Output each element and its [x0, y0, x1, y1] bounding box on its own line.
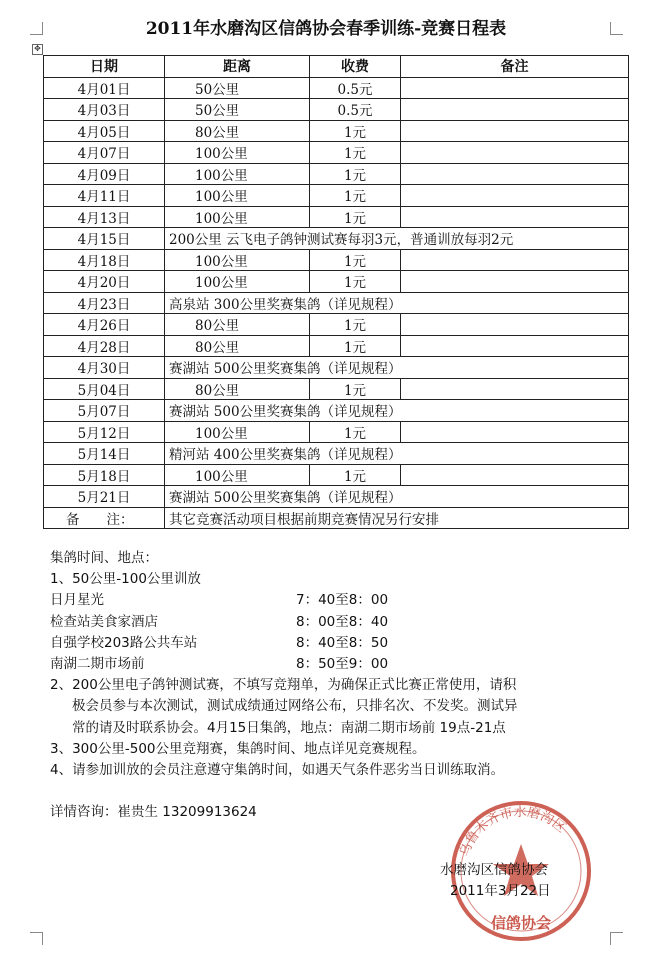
location-list [50, 590, 518, 675]
cell-distance: 100公里 [165, 185, 310, 207]
cell-note [401, 421, 629, 443]
cell-distance: 50公里 [165, 77, 310, 99]
cell-date: 4月15日 [44, 228, 165, 250]
cell-distance: 50公里 [165, 99, 310, 121]
table-row [44, 142, 629, 164]
cell-distance: 100公里 [165, 206, 310, 228]
footer-label: 备 注： [44, 507, 165, 529]
location-item [50, 590, 518, 611]
note-item-3: 3、300公里-500公里竞翔赛，集鸽时间、地点详见竞赛规程。 [50, 740, 426, 757]
table-body [44, 77, 629, 507]
cell-note [401, 249, 629, 271]
cell-fee: 1元 [310, 249, 401, 271]
table-row [44, 486, 629, 508]
cell-date: 4月23日 [44, 292, 165, 314]
table-row [44, 400, 629, 422]
cell-fee: 1元 [310, 335, 401, 357]
location-time: 8：40至8：50 [296, 634, 389, 651]
cell-fee: 0.5元 [310, 77, 401, 99]
signature-block [440, 860, 551, 902]
table-row [44, 443, 629, 465]
footer-text: 其它竞赛活动项目根据前期竞赛情况另行安排 [165, 507, 629, 529]
cell-merged-event: 赛湖站 500公里奖赛集鸽（详见规程） [165, 400, 629, 422]
cell-note [401, 120, 629, 142]
note-item-1: 1、50公里-100公里训放 [50, 571, 201, 588]
seal-bottom-text: 信鸽协会 [490, 914, 552, 932]
cell-fee: 0.5元 [310, 99, 401, 121]
cell-date: 4月01日 [44, 77, 165, 99]
cell-fee: 1元 [310, 271, 401, 293]
table-row [44, 163, 629, 185]
cell-distance: 80公里 [165, 378, 310, 400]
cell-date: 4月03日 [44, 99, 165, 121]
cell-merged-event: 200公里 云飞电子鸽钟测试赛每羽3元，普通训放每羽2元 [165, 228, 629, 250]
cell-note [401, 335, 629, 357]
cell-date: 4月30日 [44, 357, 165, 379]
location-item [50, 612, 518, 633]
cell-date: 4月28日 [44, 335, 165, 357]
cell-note [401, 185, 629, 207]
cell-distance: 100公里 [165, 271, 310, 293]
cell-fee: 1元 [310, 120, 401, 142]
table-row [44, 357, 629, 379]
note-item-2-line-2: 极会员参与本次测试，测试成绩通过网络公布，只排名次、不发奖。测试异 [72, 698, 518, 715]
cell-date: 4月13日 [44, 206, 165, 228]
cell-date: 5月12日 [44, 421, 165, 443]
table-row [44, 249, 629, 271]
signature-org: 水磨沟区信鸽协会 [440, 862, 548, 878]
location-place: 日月星光 [50, 592, 104, 609]
cell-date: 5月21日 [44, 486, 165, 508]
table-footer-row [44, 507, 629, 529]
notes-heading: 集鸽时间、地点： [50, 550, 158, 566]
cell-date: 5月04日 [44, 378, 165, 400]
crop-mark-icon [610, 22, 623, 35]
cell-date: 5月14日 [44, 443, 165, 465]
cell-note [401, 163, 629, 185]
location-time: 8：00至8：40 [296, 613, 389, 630]
cell-date: 4月07日 [44, 142, 165, 164]
cell-distance: 100公里 [165, 163, 310, 185]
cell-distance: 80公里 [165, 335, 310, 357]
cell-fee: 1元 [310, 142, 401, 164]
cell-fee: 1元 [310, 185, 401, 207]
cell-date: 4月26日 [44, 314, 165, 336]
cell-date: 4月09日 [44, 163, 165, 185]
cell-date: 4月18日 [44, 249, 165, 271]
cell-distance: 100公里 [165, 421, 310, 443]
note-item-4: 4、请参加训放的会员注意遵守集鸽时间，如遇天气条件恶劣当日训练取消。 [50, 762, 505, 779]
table-row [44, 228, 629, 250]
table-row [44, 120, 629, 142]
cell-date: 4月05日 [44, 120, 165, 142]
contact-line: 详情咨询：崔贵生 13209913624 [50, 804, 257, 821]
cell-date: 5月07日 [44, 400, 165, 422]
cell-note [401, 142, 629, 164]
schedule-table [43, 55, 629, 529]
table-row [44, 185, 629, 207]
crop-mark-icon [30, 932, 43, 945]
seal-top-text: 乌鲁木齐市水磨沟区 [457, 804, 569, 859]
table-header-row [44, 56, 629, 78]
cell-note [401, 464, 629, 486]
signature-date: 2011年3月22日 [450, 883, 551, 899]
cell-note [401, 206, 629, 228]
notes-section [50, 548, 518, 823]
cell-note [401, 378, 629, 400]
table-row [44, 206, 629, 228]
cell-distance: 80公里 [165, 314, 310, 336]
cell-merged-event: 赛湖站 500公里奖赛集鸽（详见规程） [165, 486, 629, 508]
cell-distance: 100公里 [165, 142, 310, 164]
cell-date: 5月18日 [44, 464, 165, 486]
cell-distance: 100公里 [165, 249, 310, 271]
location-place: 自强学校203路公共车站 [50, 634, 198, 651]
table-row [44, 99, 629, 121]
location-item [50, 633, 518, 654]
table-move-handle-icon[interactable]: ✥ [32, 44, 43, 55]
cell-note [401, 99, 629, 121]
cell-fee: 1元 [310, 421, 401, 443]
cell-date: 4月11日 [44, 185, 165, 207]
cell-merged-event: 赛湖站 500公里奖赛集鸽（详见规程） [165, 357, 629, 379]
cell-distance: 100公里 [165, 464, 310, 486]
cell-fee: 1元 [310, 206, 401, 228]
crop-mark-icon [610, 932, 623, 945]
cell-distance: 80公里 [165, 120, 310, 142]
table-row [44, 464, 629, 486]
location-time: 8：50至9：00 [296, 656, 389, 673]
table-row [44, 77, 629, 99]
cell-note [401, 271, 629, 293]
cell-merged-event: 精河站 400公里奖赛集鸽（详见规程） [165, 443, 629, 465]
location-item [50, 654, 518, 675]
table-row [44, 271, 629, 293]
cell-fee: 1元 [310, 464, 401, 486]
cell-fee: 1元 [310, 378, 401, 400]
table-row [44, 335, 629, 357]
table-row [44, 292, 629, 314]
header-date: 日期 [44, 56, 165, 78]
cell-fee: 1元 [310, 314, 401, 336]
location-place: 检查站美食家酒店 [50, 613, 158, 630]
table-row [44, 314, 629, 336]
crop-mark-icon [30, 22, 43, 35]
page-title: 2011年水磨沟区信鸽协会春季训练-竞赛日程表 [145, 19, 507, 39]
header-fee: 收费 [310, 56, 401, 78]
cell-date: 4月20日 [44, 271, 165, 293]
cell-note [401, 314, 629, 336]
cell-fee: 1元 [310, 163, 401, 185]
location-place: 南湖二期市场前 [50, 656, 145, 673]
note-item-2-line-3: 常的请及时联系协会。4月15日集鸽，地点：南湖二期市场前 19点-21点 [72, 719, 506, 736]
header-distance: 距离 [165, 56, 310, 78]
note-item-2-line-1: 2、200公里电子鸽钟测试赛，不填写竞翔单，为确保正式比赛正常使用，请积 [50, 677, 517, 694]
table-row [44, 421, 629, 443]
header-note: 备注 [401, 56, 629, 78]
cell-merged-event: 高泉站 300公里奖赛集鸽（详见规程） [165, 292, 629, 314]
cell-note [401, 77, 629, 99]
location-time: 7：40至8：00 [296, 592, 389, 609]
table-row [44, 378, 629, 400]
